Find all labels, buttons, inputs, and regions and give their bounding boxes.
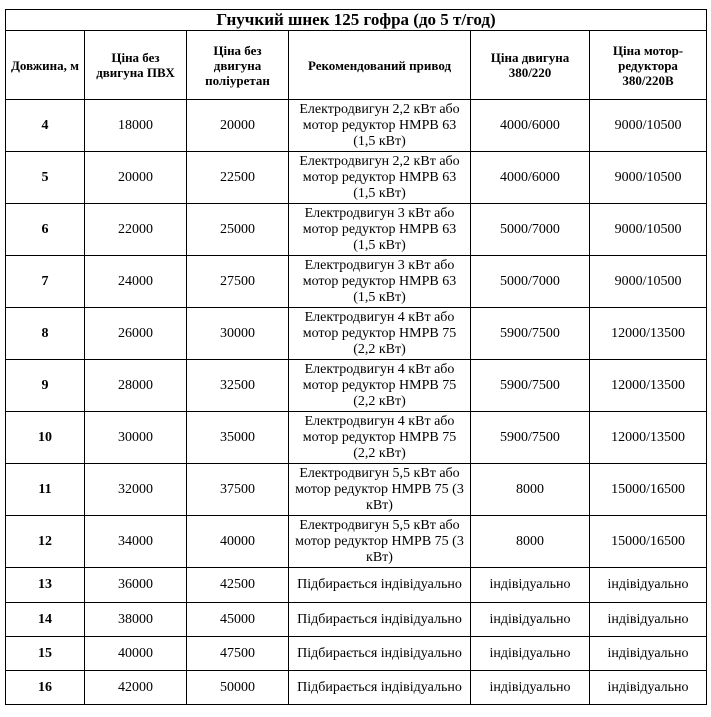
cell-gearmotor-price: індівідуально [590,671,707,705]
cell-price-pvc: 22000 [85,204,187,256]
cell-price-polyurethane: 47500 [187,637,289,671]
cell-price-polyurethane: 35000 [187,412,289,464]
cell-motor-price: індівідуально [471,671,590,705]
cell-length: 8 [6,308,85,360]
table-row [6,256,707,308]
cell-motor-price: 4000/6000 [471,100,590,152]
cell-motor-price: індівідуально [471,637,590,671]
cell-motor-price: 5000/7000 [471,256,590,308]
cell-motor-price: 5900/7500 [471,308,590,360]
table-row [6,568,707,603]
cell-motor-price: 5900/7500 [471,412,590,464]
cell-gearmotor-price: 9000/10500 [590,256,707,308]
table-row [6,152,707,204]
cell-price-pvc: 40000 [85,637,187,671]
cell-length: 6 [6,204,85,256]
header-gearmotor-price: Ціна мотор-редуктора 380/220В [590,31,707,100]
cell-price-polyurethane: 50000 [187,671,289,705]
cell-length: 9 [6,360,85,412]
cell-drive: Електродвигун 5,5 кВт або мотор редуктор НМРВ 75 (3 кВт) [289,464,471,516]
cell-motor-price: 8000 [471,516,590,568]
cell-drive: Підбирається індівідуально [289,637,471,671]
table-row [6,671,707,705]
cell-drive: Електродвигун 4 кВт або мотор редуктор НМРВ 75 (2,2 кВт) [289,360,471,412]
cell-motor-price: 5900/7500 [471,360,590,412]
cell-price-pvc: 38000 [85,603,187,637]
table-row [6,464,707,516]
cell-price-polyurethane: 27500 [187,256,289,308]
cell-gearmotor-price: 12000/13500 [590,308,707,360]
cell-gearmotor-price: 12000/13500 [590,360,707,412]
header-motor-price: Ціна двигуна 380/220 [471,31,590,100]
cell-price-polyurethane: 30000 [187,308,289,360]
cell-price-pvc: 30000 [85,412,187,464]
cell-price-pvc: 18000 [85,100,187,152]
cell-gearmotor-price: 15000/16500 [590,464,707,516]
cell-drive: Електродвигун 2,2 кВт або мотор редуктор НМРВ 63 (1,5 кВт) [289,100,471,152]
cell-gearmotor-price: 9000/10500 [590,152,707,204]
table-row [6,412,707,464]
cell-drive: Підбирається індівідуально [289,603,471,637]
cell-gearmotor-price: 12000/13500 [590,412,707,464]
table-row [6,603,707,637]
cell-price-pvc: 20000 [85,152,187,204]
cell-drive: Електродвигун 3 кВт або мотор редуктор НМРВ 63 (1,5 кВт) [289,204,471,256]
cell-gearmotor-price: 9000/10500 [590,204,707,256]
cell-length: 4 [6,100,85,152]
cell-length: 7 [6,256,85,308]
cell-drive: Електродвигун 4 кВт або мотор редуктор НМРВ 75 (2,2 кВт) [289,412,471,464]
header-length: Довжина, м [6,31,85,100]
cell-price-polyurethane: 37500 [187,464,289,516]
cell-gearmotor-price: індівідуально [590,568,707,603]
cell-price-polyurethane: 25000 [187,204,289,256]
cell-gearmotor-price: індівідуально [590,637,707,671]
cell-price-polyurethane: 20000 [187,100,289,152]
cell-length: 12 [6,516,85,568]
cell-price-polyurethane: 42500 [187,568,289,603]
cell-price-pvc: 26000 [85,308,187,360]
cell-motor-price: індівідуально [471,603,590,637]
cell-drive: Підбирається індівідуально [289,671,471,705]
table-row [6,360,707,412]
table-row [6,308,707,360]
cell-price-polyurethane: 22500 [187,152,289,204]
table-row [6,204,707,256]
cell-motor-price: 5000/7000 [471,204,590,256]
cell-drive: Електродвигун 5,5 кВт або мотор редуктор НМРВ 75 (3 кВт) [289,516,471,568]
header-recommended-drive: Рекомендований привод [289,31,471,100]
table-title: Гнучкий шнек 125 гофра (до 5 т/год) [6,10,707,31]
cell-gearmotor-price: 15000/16500 [590,516,707,568]
cell-price-pvc: 24000 [85,256,187,308]
cell-drive: Електродвигун 4 кВт або мотор редуктор НМРВ 75 (2,2 кВт) [289,308,471,360]
cell-price-pvc: 42000 [85,671,187,705]
cell-length: 11 [6,464,85,516]
cell-price-pvc: 36000 [85,568,187,603]
header-price-polyurethane: Ціна без двигуна поліуретан [187,31,289,100]
cell-motor-price: 4000/6000 [471,152,590,204]
cell-length: 16 [6,671,85,705]
cell-gearmotor-price: 9000/10500 [590,100,707,152]
cell-length: 13 [6,568,85,603]
cell-drive: Електродвигун 2,2 кВт або мотор редуктор НМРВ 63 (1,5 кВт) [289,152,471,204]
header-price-pvc: Ціна без двигуна ПВХ [85,31,187,100]
cell-price-pvc: 32000 [85,464,187,516]
cell-drive: Підбирається індівідуально [289,568,471,603]
table-row [6,100,707,152]
cell-motor-price: 8000 [471,464,590,516]
cell-length: 5 [6,152,85,204]
cell-price-polyurethane: 40000 [187,516,289,568]
cell-price-pvc: 34000 [85,516,187,568]
table-row [6,516,707,568]
cell-length: 14 [6,603,85,637]
cell-drive: Електродвигун 3 кВт або мотор редуктор НМРВ 63 (1,5 кВт) [289,256,471,308]
cell-price-polyurethane: 45000 [187,603,289,637]
cell-length: 10 [6,412,85,464]
cell-motor-price: індівідуально [471,568,590,603]
price-table [5,9,707,705]
cell-gearmotor-price: індівідуально [590,603,707,637]
header-row [6,31,707,100]
cell-price-polyurethane: 32500 [187,360,289,412]
table-row [6,637,707,671]
cell-length: 15 [6,637,85,671]
cell-price-pvc: 28000 [85,360,187,412]
